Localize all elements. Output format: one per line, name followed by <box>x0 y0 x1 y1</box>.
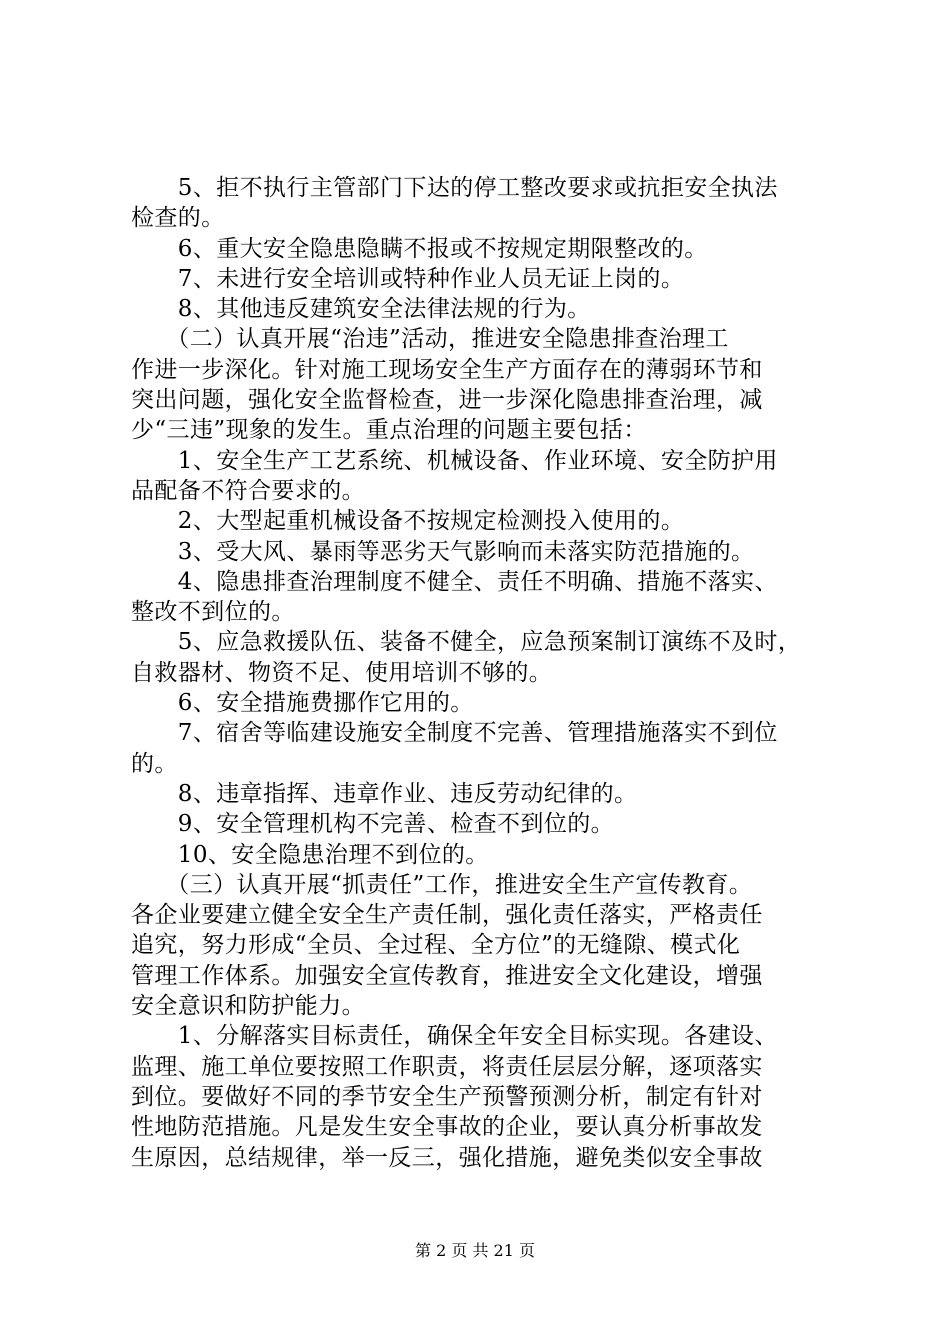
text-line: 7、未进行安全培训或特种作业人员无证上岗的。 <box>131 265 685 292</box>
text-line: 到位。要做好不同的季节安全生产预警预测分析，制定有针对 <box>131 1083 763 1110</box>
text-line: 10、安全隐患治理不到位的。 <box>131 841 489 868</box>
text-line: 的。 <box>131 750 178 777</box>
text-line: 6、重大安全隐患隐瞒不报或不按规定期限整改的。 <box>131 235 708 262</box>
text-line: 自救器材、物资不足、使用培训不够的。 <box>131 659 553 686</box>
text-line: 3、受大风、暴雨等恶劣天气影响而未落实防范措施的。 <box>131 538 755 565</box>
text-line: 1、安全生产工艺系统、机械设备、作业环境、安全防护用 <box>131 447 778 474</box>
text-line: 5、应急救援队伍、装备不健全，应急预案制订演练不及时， <box>131 629 802 656</box>
text-line: 2、大型起重机械设备不按规定检测投入使用的。 <box>131 508 685 535</box>
text-line: 9、安全管理机构不完善、检查不到位的。 <box>131 811 615 838</box>
text-line: 8、其他违反建筑安全法律法规的行为。 <box>131 296 591 323</box>
text-line: 监理、施工单位要按照工作职责，将责任层层分解，逐项落实 <box>131 1053 763 1080</box>
text-line: 1、分解落实目标责任，确保全年安全目标实现。各建设、 <box>131 1023 778 1050</box>
text-line: 追究，努力形成“全员、全过程、全方位”的无缝隙、模式化 <box>131 932 741 959</box>
text-line: 7、宿舍等临建设施安全制度不完善、管理措施落实不到位 <box>131 720 778 747</box>
text-line: 安全意识和防护能力。 <box>131 993 365 1020</box>
text-line: 突出问题，强化安全监督检查，进一步深化隐患排查治理，减 <box>131 387 763 414</box>
text-line: 6、安全措施费挪作它用的。 <box>131 690 474 717</box>
page-footer: 第 2 页 共 21 页 <box>415 1241 535 1260</box>
text-line: （二）认真开展“治违”活动，推进安全隐患排查治理工 <box>131 326 729 353</box>
text-line: 各企业要建立健全安全生产责任制，强化责任落实，严格责任 <box>131 902 763 929</box>
text-line: 管理工作体系。加强安全宣传教育，推进安全文化建设，增强 <box>131 962 763 989</box>
text-line: 检查的。 <box>131 205 225 232</box>
text-line: 少“三违”现象的发生。重点治理的问题主要包括： <box>131 417 647 444</box>
text-line: 生原因，总结规律，举一反三，强化措施，避免类似安全事故 <box>131 1144 763 1171</box>
text-line: 4、隐患排查治理制度不健全、责任不明确、措施不落实、 <box>131 568 778 595</box>
text-line: 整改不到位的。 <box>131 599 295 626</box>
text-line: 品配备不符合要求的。 <box>131 477 365 504</box>
document-body <box>131 173 831 1173</box>
text-line: 8、违章指挥、违章作业、违反劳动纪律的。 <box>131 780 638 807</box>
text-line: 性地防范措施。凡是发生安全事故的企业，要认真分析事故发 <box>131 1114 763 1141</box>
text-line: 5、拒不执行主管部门下达的停工整改要求或抗拒安全执法 <box>131 175 778 201</box>
text-line: （三）认真开展“抓责任”工作，推进安全生产宣传教育。 <box>131 871 753 898</box>
text-line: 作进一步深化。针对施工现场安全生产方面存在的薄弱环节和 <box>131 356 763 383</box>
